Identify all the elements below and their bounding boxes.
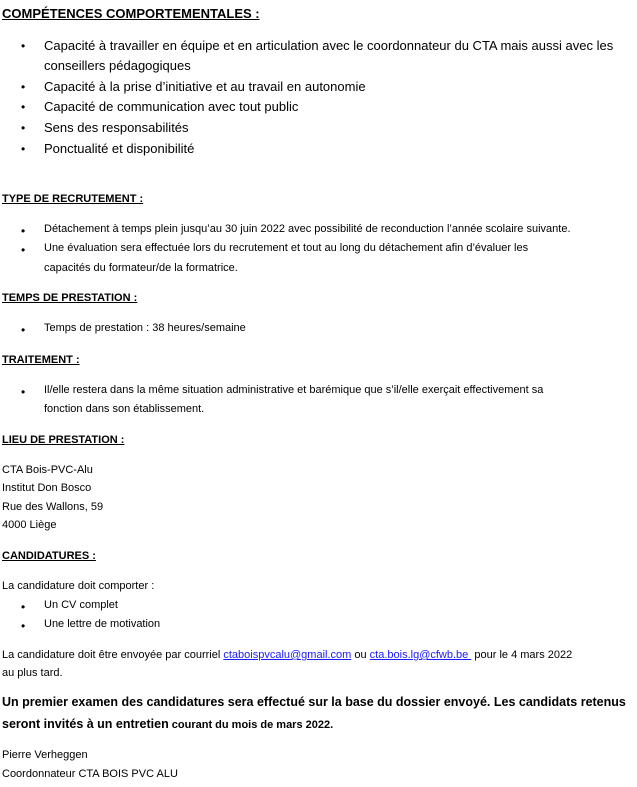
- traitement-heading: TRAITEMENT :: [2, 354, 80, 366]
- send-prefix: La candidature doit être envoyée par courriel: [2, 649, 224, 661]
- traitement-item-1-line-1: Il/elle restera dans la même situation administrative et barémique que s’il/elle exerçait effectivement sa: [44, 384, 544, 396]
- exam-line-2-small: courant du mois de mars 2022.: [168, 719, 334, 731]
- bullet-icon: •: [21, 323, 26, 337]
- prestation-item-1: Temps de prestation : 38 heures/semaine: [44, 322, 246, 334]
- traitement-item-1-line-2: fonction dans son établissement.: [44, 403, 205, 415]
- competence-item-1-line-2: conseillers pédagogiques: [44, 58, 191, 73]
- recrutement-item-2-line-2: capacités du formateur/de la formatrice.: [44, 262, 238, 274]
- bullet-icon: •: [21, 224, 26, 238]
- bullet-icon: •: [21, 243, 26, 257]
- competences-heading: COMPÉTENCES COMPORTEMENTALES :: [2, 6, 260, 21]
- exam-line-2: [2, 715, 333, 733]
- lieu-line-4: 4000 Liège: [2, 519, 57, 531]
- recrutement-item-2-line-1: Une évaluation sera effectuée lors du recrutement et tout au long du détachement afin d’évaluer les: [44, 242, 529, 254]
- candidatures-heading: CANDIDATURES :: [2, 550, 96, 562]
- bullet-icon: •: [21, 100, 26, 114]
- competence-item-2: Capacité à la prise d’initiative et au travail en autonomie: [44, 79, 366, 94]
- competence-item-4: Sens des responsabilités: [44, 120, 189, 135]
- competence-item-1-line-1: Capacité à travailler en équipe et en articulation avec le coordonnateur du CTA mais aussi avec les: [44, 38, 614, 53]
- lieu-line-2: Institut Don Bosco: [2, 482, 92, 494]
- prestation-heading: TEMPS DE PRESTATION :: [2, 292, 138, 304]
- lieu-line-1: CTA Bois-PVC-Alu: [2, 464, 93, 476]
- send-suffix: pour le 4 mars 2022: [471, 649, 573, 661]
- email-link-2[interactable]: cta.bois.lg@cfwb.be: [369, 649, 472, 661]
- exam-line-1: Un premier examen des candidatures sera effectué sur la base du dossier envoyé. Les candidats retenus: [2, 695, 626, 709]
- email-link-1[interactable]: ctaboispvcalu@gmail.com: [223, 649, 352, 661]
- lieu-line-3: Rue des Wallons, 59: [2, 501, 104, 513]
- candidatures-item-2: Une lettre de motivation: [44, 618, 161, 630]
- recrutement-heading: TYPE DE RECRUTEMENT :: [2, 193, 144, 205]
- bullet-icon: •: [21, 142, 26, 156]
- send-line: [2, 649, 572, 661]
- signature-name: Pierre Verheggen: [2, 749, 88, 761]
- bullet-icon: •: [21, 80, 26, 94]
- bullet-icon: •: [21, 600, 26, 614]
- bullet-icon: •: [21, 39, 26, 53]
- send-or: ou: [351, 649, 370, 661]
- bullet-icon: •: [21, 385, 26, 399]
- candidatures-intro: La candidature doit comporter :: [2, 580, 155, 592]
- competence-item-5: Ponctualité et disponibilité: [44, 141, 195, 156]
- candidatures-item-1: Un CV complet: [44, 599, 118, 611]
- exam-line-2-bold: seront invités à un entretien: [2, 717, 169, 731]
- send-line-2: au plus tard.: [2, 667, 63, 679]
- lieu-heading: LIEU DE PRESTATION :: [2, 434, 125, 446]
- bullet-icon: •: [21, 619, 26, 633]
- recrutement-item-1: Détachement à temps plein jusqu’au 30 juin 2022 avec possibilité de reconduction l’année scolaire suivante.: [44, 223, 571, 235]
- signature-title: Coordonnateur CTA BOIS PVC ALU: [2, 768, 178, 780]
- bullet-icon: •: [21, 121, 26, 135]
- competence-item-3: Capacité de communication avec tout public: [44, 99, 299, 114]
